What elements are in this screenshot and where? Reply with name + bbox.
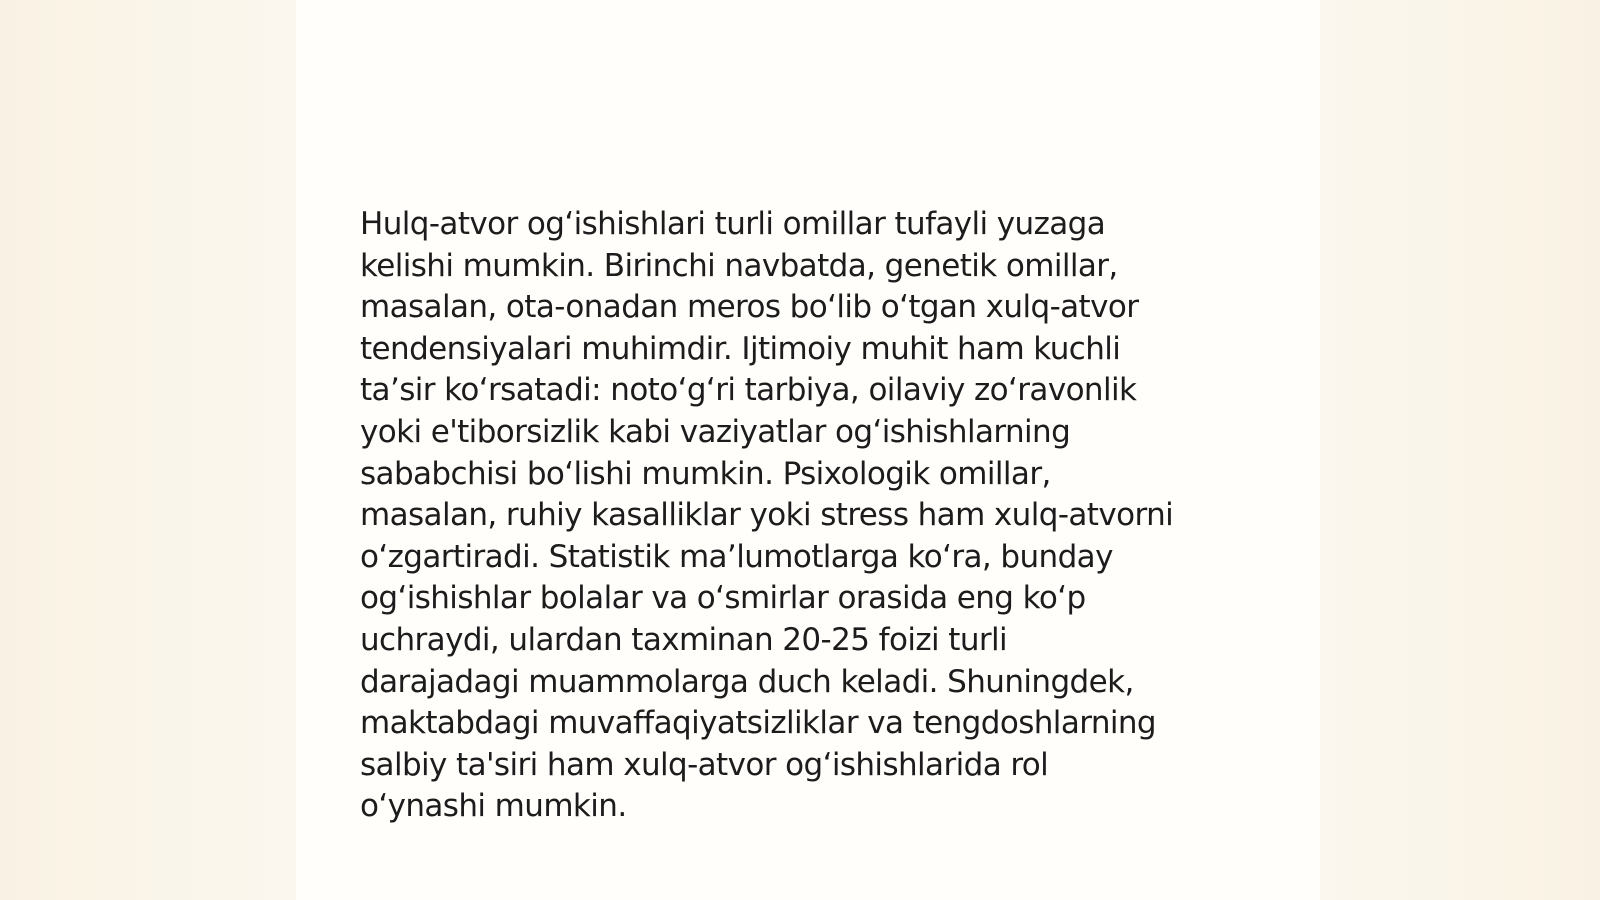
text-line: ta’sir ko‘rsatadi: noto‘g‘ri tarbiya, oilaviy zo‘ravonlik: [360, 372, 1137, 409]
text-line: o‘ynashi mumkin.: [360, 788, 627, 825]
text-line: salbiy ta'siri ham xulq-atvor og‘ishishlarida rol: [360, 746, 1049, 783]
text-line: yoki e'tiborsizlik kabi vaziyatlar og‘ishishlarning: [360, 413, 1071, 450]
text-line: darajadagi muammolarga duch keladi. Shuningdek,: [360, 663, 1134, 700]
text-line: tendensiyalari muhimdir. Ijtimoiy muhit ham kuchli: [360, 330, 1121, 367]
slide: [296, 0, 1320, 900]
text-line: masalan, ruhiy kasalliklar yoki stress ham xulq-atvorni: [360, 497, 1174, 534]
text-line: o‘zgartiradi. Statistik ma’lumotlarga ko‘ra, bunday: [360, 538, 1113, 575]
text-line: uchraydi, ulardan taxminan 20-25 foizi turli: [360, 621, 1008, 658]
text-line: og‘ishishlar bolalar va o‘smirlar orasida eng ko‘p: [360, 580, 1086, 617]
text-line: Hulq-atvor og‘ishishlari turli omillar tufayli yuzaga: [360, 206, 1106, 242]
text-line: kelishi mumkin. Birinchi navbatda, genetik omillar,: [360, 247, 1118, 284]
text-line: masalan, ota-onadan meros bo‘lib o‘tgan xulq-atvor: [360, 289, 1139, 326]
text-line: maktabdagi muvaffaqiyatsizliklar va tengdoshlarning: [360, 705, 1157, 742]
text-line: sababchisi bo‘lishi mumkin. Psixologik omillar,: [360, 455, 1051, 492]
slide-body-text: [360, 204, 1260, 828]
